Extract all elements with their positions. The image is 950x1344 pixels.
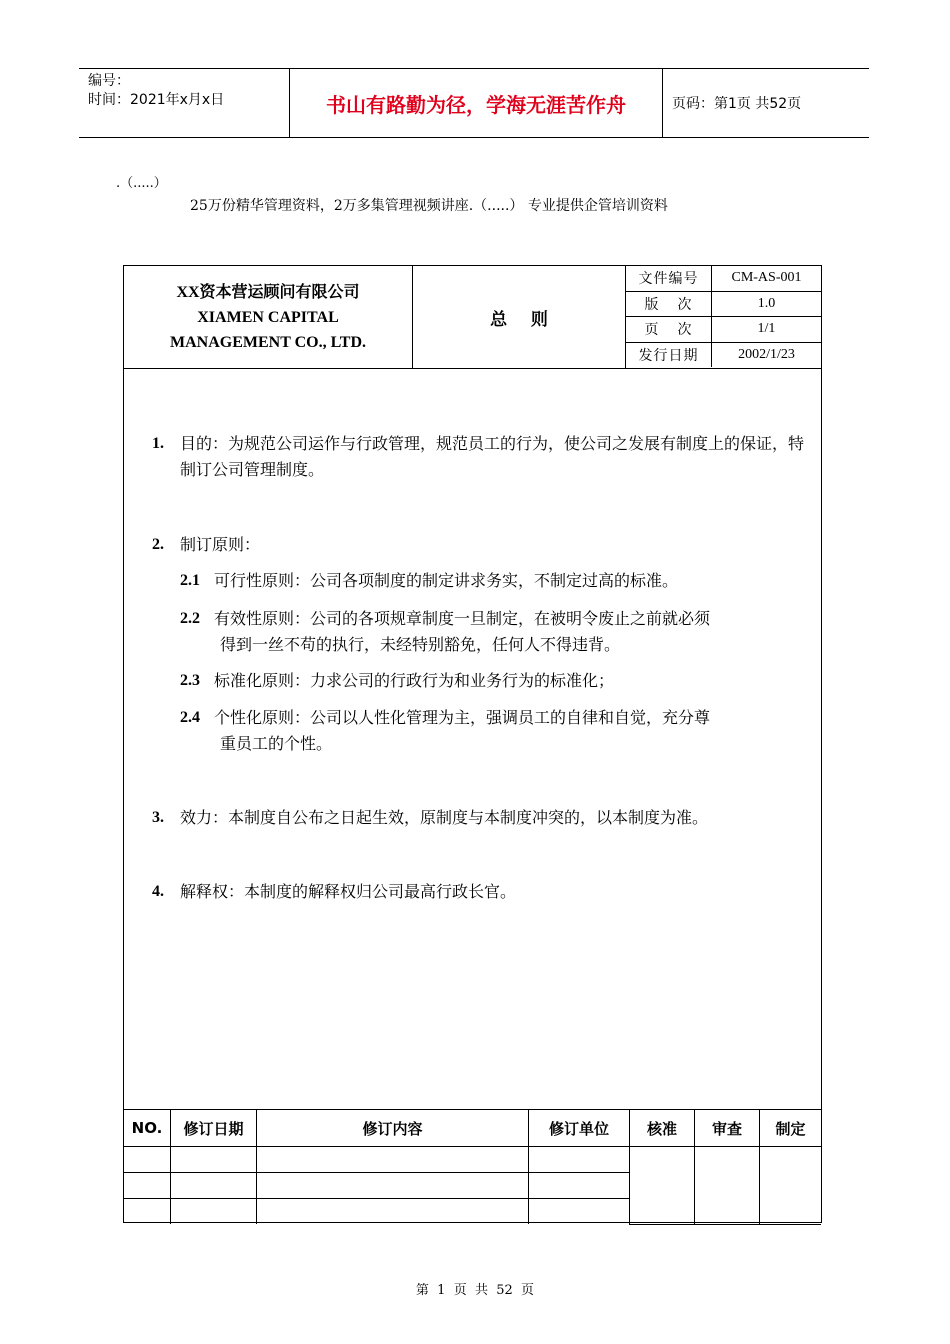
meta-row [626,317,821,343]
col-prepare: 制定 [760,1110,822,1147]
cell [529,1173,630,1199]
principle-number: 2.1 [180,572,200,589]
clause-number: 4. [152,883,164,900]
preamble-line-2: 25万份精华管理资料，2万多集管理视频讲座.（.....） 专业提供企管培训资料 [190,198,668,214]
principle-number: 2.3 [180,672,200,689]
principle-item [180,668,814,694]
principle-number: 2.4 [180,709,200,726]
cell [257,1147,529,1173]
cell [171,1199,257,1225]
clause-principles [152,532,814,558]
clause-text: 制订原则： [180,535,261,554]
meta-key: 页 次 [626,317,712,343]
meta-key: 发行日期 [626,342,712,367]
meta-row [626,342,821,367]
preamble-line-1: .（.....） [116,176,167,191]
principle-item [180,705,814,757]
col-date: 修订日期 [171,1110,257,1147]
document-title: 总 则 [413,266,626,368]
date-label: 时间：2021年x月x日 [88,92,225,108]
clause-effect [152,805,814,831]
meta-value: 1.0 [712,291,822,317]
clause-interpretation [152,879,814,905]
cell [529,1199,630,1225]
clause-number: 3. [152,809,164,826]
principle-number: 2.2 [180,610,200,627]
principle-text [180,606,814,658]
principle-line: 个性化原则：公司以人性化管理为主，强调员工的自律和自觉，充分尊 [214,708,711,727]
principle-item [180,568,814,594]
company-name-cn: XX资本营运顾问有限公司 [176,283,360,301]
header-meta [79,69,290,137]
meta-value: 2002/1/23 [738,346,795,362]
principle-text [180,705,814,757]
meta-key: 版 次 [626,291,712,317]
col-approve: 核准 [630,1110,695,1147]
col-content: 修订内容 [257,1110,529,1147]
approve-cell [630,1147,695,1225]
document-frame [123,265,822,1223]
document-meta-table [626,266,821,367]
meta-key: 文件编号 [626,266,712,291]
cell [171,1173,257,1199]
revision-row [124,1147,821,1173]
company-name-en-1: XIAMEN CAPITAL [197,308,339,326]
header-slogan: 书山有路勤为径，学海无涯苦作舟 [290,69,663,137]
revision-header-row [124,1110,821,1147]
revision-table [124,1109,821,1225]
cell [257,1199,529,1225]
clause-number: 2. [152,536,164,553]
principle-continuation: 得到一丝不苟的执行，未经特别豁免，任何人不得违背。 [220,635,621,654]
principle-text [180,668,814,694]
page-footer: 第 1 页 共 52 页 [415,1283,535,1298]
meta-value: 1/1 [712,317,822,343]
principle-line: 可行性原则：公司各项制度的制定讲求务实，不制定过高的标准。 [214,571,679,590]
clause-number: 1. [152,435,164,452]
clause-text: 解释权：本制度的解释权归公司最高行政长官。 [180,882,517,901]
number-label: 编号： [88,73,130,89]
col-review: 审查 [695,1110,760,1147]
clause-text: 效力：本制度自公布之日起生效，原制度与本制度冲突的，以本制度为准。 [180,808,709,827]
cell [124,1173,171,1199]
document-header [124,266,821,369]
cell [529,1147,630,1173]
principle-line: 有效性原则：公司的各项规章制度一旦制定，在被明令废止之前就必须 [214,609,711,628]
meta-row [626,291,821,317]
col-unit: 修订单位 [529,1110,630,1147]
meta-row [626,266,821,291]
principle-text [180,568,814,594]
principle-item [180,606,814,658]
company-block [124,266,413,368]
col-no: NO. [124,1110,171,1147]
header-page-info: 页码：第1页 共52页 [672,96,802,112]
principle-continuation: 重员工的个性。 [220,734,333,753]
cell [124,1147,171,1173]
clause-purpose [152,431,814,483]
prepare-cell [760,1147,822,1225]
clause-text: 目的：为规范公司运作与行政管理，规范员工的行为，使公司之发展有制度上的保证，特制订公司管理制度。 [180,434,805,479]
principle-line: 标准化原则：力求公司的行政行为和业务行为的标准化； [214,671,615,690]
cell [124,1199,171,1225]
review-cell [695,1147,760,1225]
cell [171,1147,257,1173]
meta-value: CM-AS-001 [712,266,822,291]
company-name-en-2: MANAGEMENT CO., LTD. [169,333,367,351]
page-header [79,68,869,138]
cell [257,1173,529,1199]
